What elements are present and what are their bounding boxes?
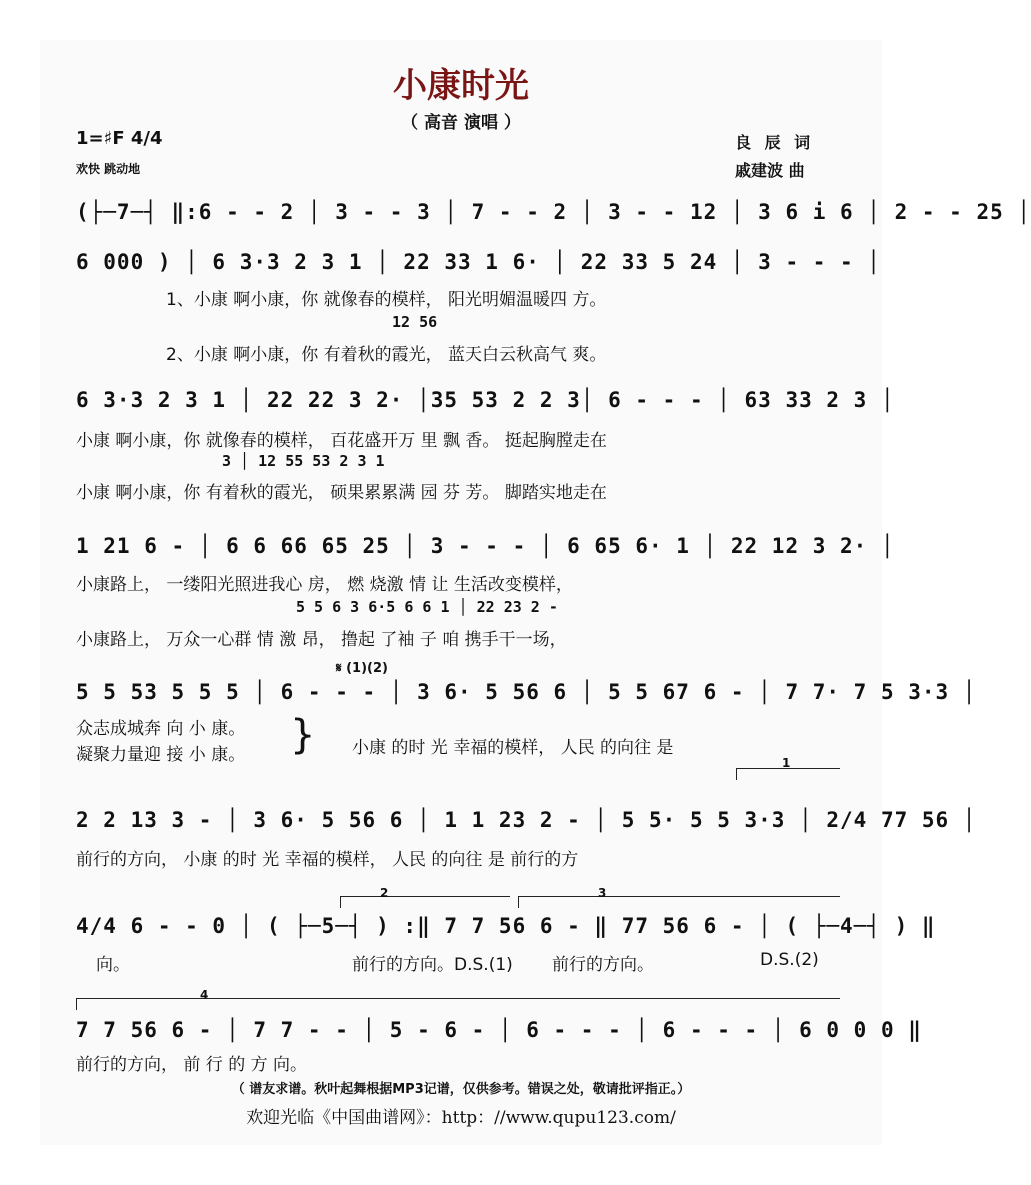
tempo-marking: 欢快 跳动地: [76, 162, 141, 176]
lyric-row-7-c: 前行的方向。: [552, 955, 654, 975]
lyric-row-4-verse1: 小康路上， 一缕阳光照进我心 房， 燃 烧激 情 让 生活改变模样，: [76, 575, 573, 595]
key-signature: 1=♯F 4/4: [76, 128, 163, 149]
transcription-note: （ 谱友求谱。秋叶起舞根据MP3记谱，仅供参考。错误之处，敬请批评指正。）: [231, 1082, 691, 1097]
chorus-lyric-row-5: 小康 的时 光 幸福的模样， 人民 的向往 是: [352, 738, 674, 758]
lyric-row-5-verse2: 凝聚力量迎 接 小 康。: [76, 745, 246, 765]
alt-notes-row-3: 3 │ 12 55 53 2 3 1: [222, 452, 385, 470]
segno-marker: 𝄋 (1)(2): [336, 661, 388, 676]
lyric-row-7-d: D.S.(2): [760, 950, 819, 970]
notation-row-7: 4/4 6 - - 0 │ ( ├─5─┤ ) :‖ 7 7 56 6 - ‖ 77 56 6 - │ ( ├─4─┤ ) ‖: [76, 914, 936, 938]
song-title: 小康时光: [393, 66, 529, 106]
alt-notes-row-4: 5 5 6 3 6·5 6 6 1 │ 22 23 2 -: [296, 598, 558, 616]
notation-row-5: 5 5 53 5 5 5 │ 6 - - - │ 3 6· 5 56 6 │ 5 5 67 6 - │ 7 7· 7 5 3·3 │: [76, 680, 977, 704]
volta-bracket-2-edge: [340, 896, 341, 908]
volta-1-label: 1: [782, 756, 791, 770]
notation-row-3: 6 3·3 2 3 1 │ 22 22 3 2· │35 53 2 2 3│ 6 - - - │ 63 33 2 3 │: [76, 388, 895, 412]
lyric-row-5-verse1: 众志成城奔 向 小 康。: [76, 719, 246, 739]
volta-2-label: 2: [380, 886, 389, 900]
volta-3-label: 3: [598, 886, 607, 900]
composer-credit: 戚建波 曲: [735, 161, 805, 180]
lyricist-credit: 良 辰 词: [735, 133, 815, 152]
volta-bracket-3-edge: [518, 896, 519, 908]
alt-notes-row-2: 12 56: [392, 313, 438, 331]
website-link[interactable]: 欢迎光临《中国曲谱网》：http：//www.qupu123.com/: [246, 1108, 676, 1128]
notation-row-2: 6 000 ) │ 6 3·3 2 3 1 │ 22 33 1 6· │ 22 33 5 24 │ 3 - - - │: [76, 250, 881, 274]
lyric-row-3-verse2: 小康 啊小康，你 有着秋的霞光， 硕果累累满 园 芬 芳。 脚踏实地走在: [76, 483, 607, 503]
volta-bracket-2: [340, 896, 510, 897]
lyric-row-2-verse2: 2、小康 啊小康，你 有着秋的霞光， 蓝天白云秋高气 爽。: [166, 345, 607, 365]
volta-4-label: 4: [200, 988, 209, 1002]
volta-bracket-3: [518, 896, 840, 897]
volta-bracket-4-edge: [76, 998, 77, 1010]
verse-brace: }: [290, 712, 316, 758]
lyric-row-6: 前行的方向， 小康 的时 光 幸福的模样， 人民 的向往 是 前行的方: [76, 850, 579, 870]
notation-row-8: 7 7 56 6 - │ 7 7 - - │ 5 - 6 - │ 6 - - - │ 6 - - - │ 6 0 0 0 ‖: [76, 1018, 922, 1042]
song-subtitle: （ 高音 演唱 ）: [401, 113, 521, 133]
lyric-row-4-verse2: 小康路上， 万众一心群 情 激 昂， 撸起 了袖 子 咱 携手干一场，: [76, 630, 567, 650]
notation-row-4: 1 21 6 - │ 6 6 66 65 25 │ 3 - - - │ 6 65 6· 1 │ 22 12 3 2· │: [76, 534, 895, 558]
volta-bracket-1-edge: [736, 768, 737, 780]
notation-row-6: 2 2 13 3 - │ 3 6· 5 56 6 │ 1 1 23 2 - │ 5 5· 5 5 3·3 │ 2/4 77 56 │: [76, 808, 977, 832]
lyric-row-8: 前行的方向， 前 行 的 方 向。: [76, 1055, 308, 1075]
lyric-row-3-verse1: 小康 啊小康，你 就像春的模样， 百花盛开万 里 飘 香。 挺起胸膛走在: [76, 431, 607, 451]
lyric-row-7-b: 前行的方向。D.S.(1): [352, 955, 513, 975]
volta-bracket-4: [76, 998, 840, 999]
lyric-row-7-a: 向。: [96, 955, 130, 975]
notation-row-1: (├─7─┤ ‖:6 - - 2 │ 3 - - 3 │ 7 - - 2 │ 3 - - 12 │ 3 6 i 6 │ 2 - - 25 │: [76, 200, 1031, 224]
lyric-row-2-verse1: 1、小康 啊小康，你 就像春的模样， 阳光明媚温暖四 方。: [166, 290, 607, 310]
